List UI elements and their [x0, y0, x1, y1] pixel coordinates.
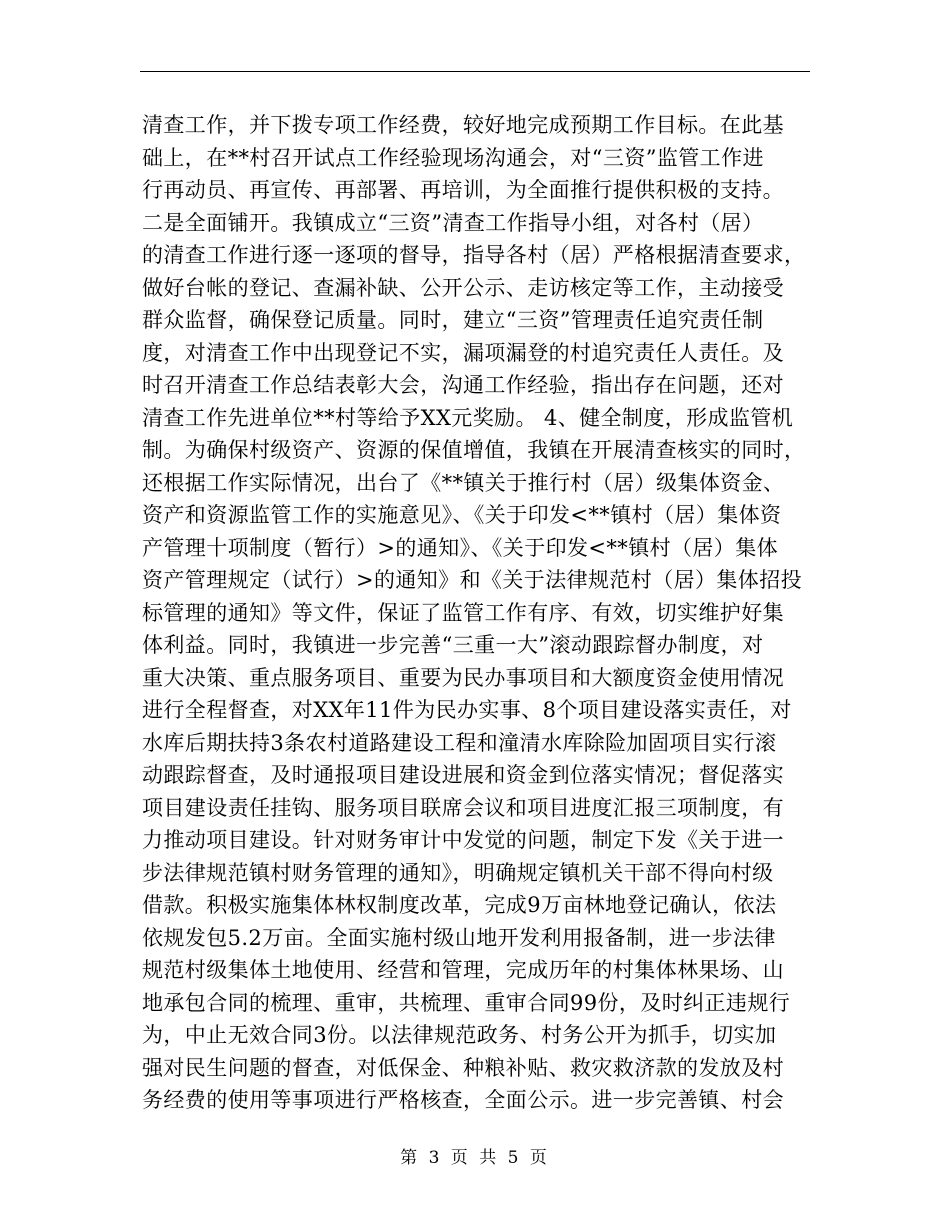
- text-line: 行再动员、再宣传、再部署、再培训，为全面推行提供积极的支持。: [142, 178, 784, 202]
- text-line: 水库后期扶持3条农村道路建设工程和潼清水库除险加固项目实行滚: [142, 730, 777, 755]
- text-line: 动跟踪督查，及时通报项目建设进展和资金到位落实情况；督促落实: [142, 763, 784, 787]
- text-line: 时召开清查工作总结表彰大会，沟通工作经验，指出存在问题，还对: [142, 373, 784, 397]
- text-line: 进行全程督查，对XX年11件为民办实事、8个项目建设落实责任，对: [142, 698, 792, 722]
- text-line: 标管理的通知》等文件，保证了监管工作有序、有效，切实维护好集: [142, 600, 784, 625]
- text-line: 体利益。同时，我镇进一步完善“三重一大”滚动跟踪督办制度，对: [142, 633, 764, 657]
- text-line: 为，中止无效合同3份。以法律规范政务、村务公开为抓手，切实加: [142, 1023, 777, 1047]
- text-line: 清查工作，并下拨专项工作经费，较好地完成预期工作目标。在此基: [142, 113, 784, 137]
- header-rule: [140, 71, 810, 72]
- text-line: 清查工作先进单位**村等给予XX元奖励。 4、健全制度，形成监管机: [142, 405, 794, 430]
- text-line: 依规发包5.2万亩。全面实施村级山地开发利用报备制，进一步法律: [142, 925, 776, 950]
- text-line: 项目建设责任挂钩、服务项目联席会议和项目进度汇报三项制度，有: [142, 795, 784, 820]
- text-line: 步法律规范镇村财务管理的通知》，明确规定镇机关干部不得向村级: [142, 860, 774, 885]
- text-line: 资产和资源监管工作的实施意见》、《关于印发<**镇村（居）集体资: [142, 503, 782, 527]
- text-line: 重大决策、重点服务项目、重要为民办事项目和大额度资金使用情况: [142, 665, 784, 690]
- text-line: 础上，在**村召开试点工作经验现场沟通会，对“三资”监管工作进: [142, 145, 764, 170]
- text-line: 做好台帐的登记、查漏补缺、公开公示、走访核定等工作，主动接受: [142, 275, 784, 300]
- text-line: 强对民生问题的督查，对低保金、种粮补贴、救灾救济款的发放及村: [142, 1055, 784, 1080]
- text-line: 二是全面铺开。我镇成立“三资”清查工作指导小组，对各村（居）: [142, 210, 764, 235]
- text-line: 地承包合同的梳理、重审，共梳理、重审合同99份，及时纠正违规行: [142, 990, 791, 1015]
- text-line: 制。为确保村级资产、资源的保值增值，我镇在开展清查核实的同时，: [142, 438, 806, 462]
- text-line: 的清查工作进行逐一逐项的督导，指导各村（居）严格根据清查要求，: [142, 243, 806, 267]
- text-line: 务经费的使用等事项进行严格核查，全面公示。进一步完善镇、村会: [142, 1088, 784, 1112]
- page-number: 第 3 页 共 5 页: [400, 1148, 550, 1168]
- text-line: 还根据工作实际情况，出台了《**镇关于推行村（居）级集体资金、: [142, 470, 785, 495]
- document-body: [142, 109, 808, 1117]
- text-line: 资产管理规定（试行）>的通知》和《关于法律规范村（居）集体招投: [142, 568, 802, 592]
- text-line: 产管理十项制度（暂行）>的通知》、《关于印发<**镇村（居）集体: [142, 535, 778, 560]
- text-line: 度，对清查工作中出现登记不实，漏项漏登的村追究责任人责任。及: [142, 340, 784, 365]
- text-line: 借款。积极实施集体林权制度改革，完成9万亩林地登记确认，依法: [142, 893, 777, 917]
- text-line: 规范村级集体土地使用、经营和管理，完成历年的村集体林果场、山: [142, 958, 784, 982]
- text-line: 群众监督，确保登记质量。同时，建立“三资”管理责任追究责任制: [142, 308, 764, 332]
- text-line: 力推动项目建设。针对财务审计中发觉的问题，制定下发《关于进一: [142, 828, 784, 852]
